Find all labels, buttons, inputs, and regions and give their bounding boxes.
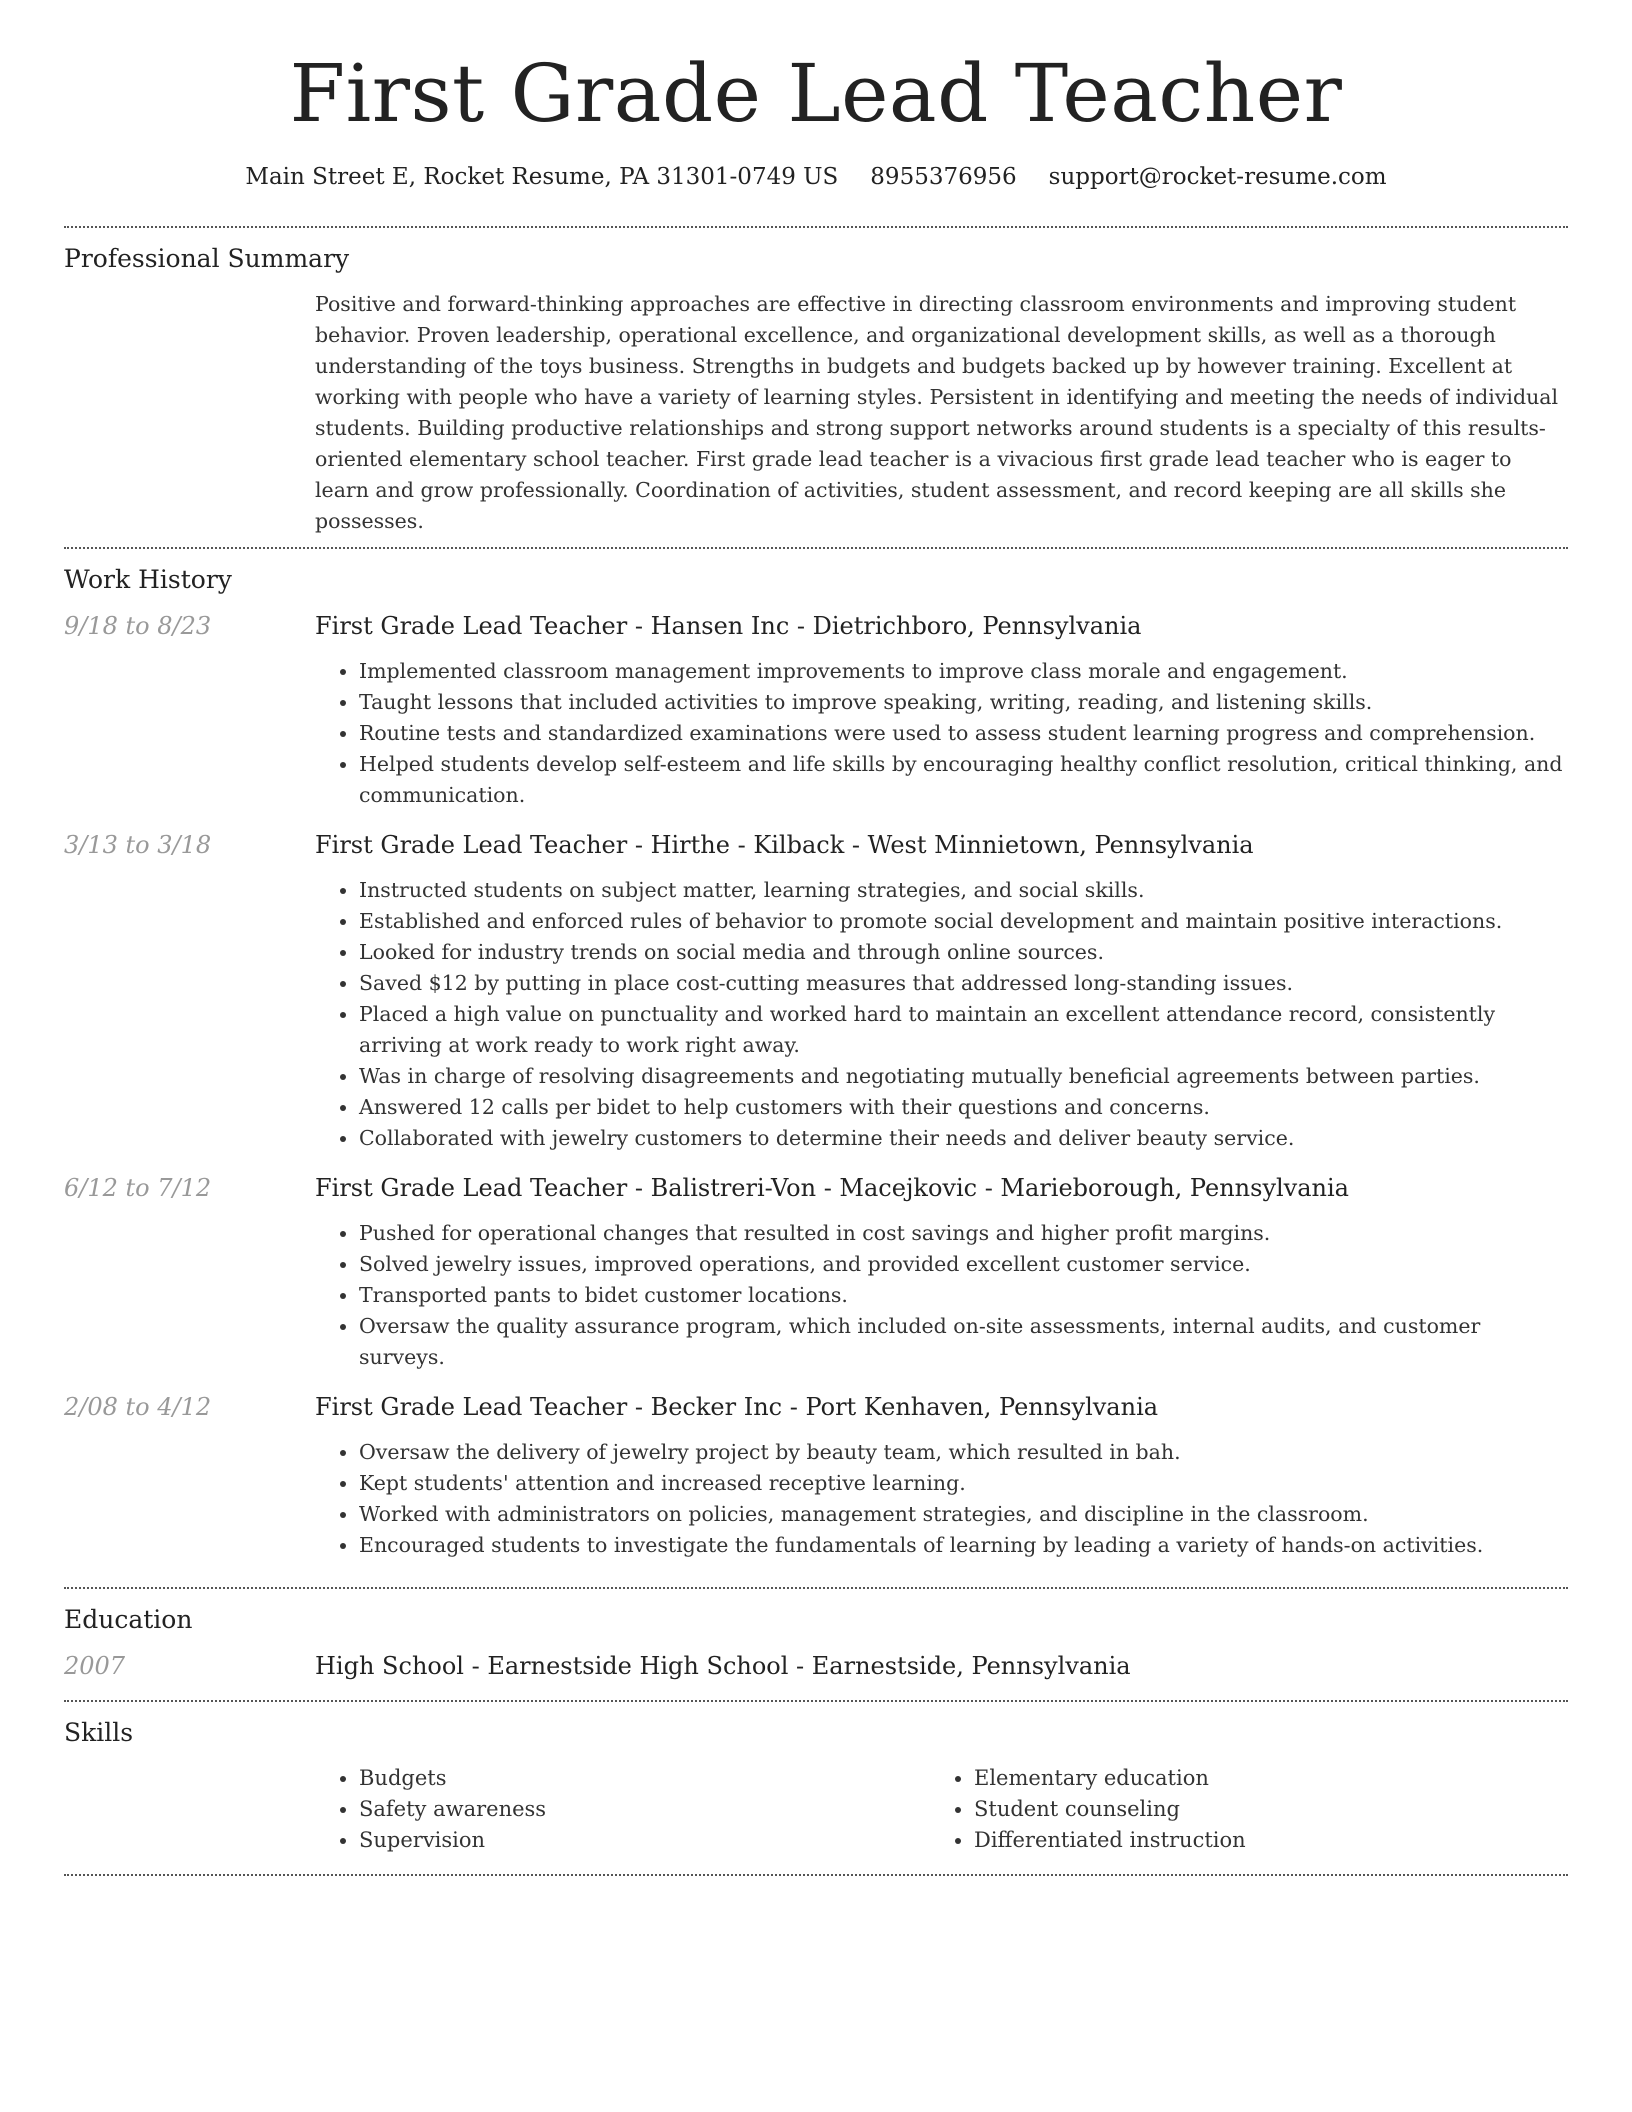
job-dates: 9/18 to 8/23 [64, 612, 212, 640]
skills-grid [315, 1763, 1568, 1874]
skill-item: • Student counseling [974, 1794, 1545, 1825]
contact-phone: 8955376956 [870, 164, 1017, 190]
job-bullets [315, 1437, 1568, 1561]
job-bullet: • Taught lessons that included activities to improve speaking, writing, reading, and listening skills. [359, 687, 1568, 718]
section-title-work-history: Work History [64, 565, 232, 594]
job-body [315, 610, 1568, 811]
job-bullet: • Answered 12 calls per bidet to help customers with their questions and concerns. [359, 1092, 1568, 1123]
education-year: 2007 [64, 1652, 126, 1680]
skill-item: • Differentiated instruction [974, 1825, 1545, 1856]
job-bullet: • Placed a high value on punctuality and worked hard to maintain an excellent attendance record, consistently arriving at work ready to work right away. [359, 999, 1568, 1061]
job-bullet: • Was in charge of resolving disagreements and negotiating mutually beneficial agreements between parties. [359, 1061, 1568, 1092]
job-bullet: • Helped students develop self-esteem and life skills by encouraging healthy conflict resolution, critical thinking, and communication. [359, 749, 1568, 811]
job-bullet: • Solved jewelry issues, improved operations, and provided excellent customer service. [359, 1249, 1568, 1280]
skills-column-left [315, 1763, 930, 1856]
job-bullets [315, 656, 1568, 811]
job-dates: 6/12 to 7/12 [64, 1174, 212, 1202]
job-bullet: • Saved $12 by putting in place cost-cutting measures that addressed long-standing issues. [359, 968, 1568, 999]
job-bullet: • Oversaw the quality assurance program, which included on-site assessments, internal audits, and customer surveys. [359, 1311, 1568, 1373]
job-entry [64, 1172, 1568, 1373]
job-bullet: • Oversaw the delivery of jewelry project by beauty team, which resulted in bah. [359, 1437, 1568, 1468]
job-bullets [315, 875, 1568, 1154]
professional-summary-section [64, 228, 1568, 537]
skills-column-right [930, 1763, 1545, 1856]
job-bullet: • Collaborated with jewelry customers to determine their needs and deliver beauty service. [359, 1123, 1568, 1154]
job-body [315, 1172, 1568, 1373]
job-entry [64, 610, 1568, 811]
job-body [315, 829, 1568, 1154]
section-title-summary: Professional Summary [64, 244, 350, 273]
section-title-skills: Skills [64, 1718, 134, 1747]
job-bullet: • Established and enforced rules of behavior to promote social development and maintain positive interactions. [359, 906, 1568, 937]
education-entry [64, 1650, 1568, 1682]
skills-section [64, 1702, 1568, 1874]
education-heading: High School - Earnestside High School - Earnestside, Pennsylvania [315, 1652, 1131, 1680]
education-section [64, 1589, 1568, 1682]
job-bullet: • Looked for industry trends on social media and through online sources. [359, 937, 1568, 968]
job-bullet: • Instructed students on subject matter, learning strategies, and social skills. [359, 875, 1568, 906]
section-title-education: Education [64, 1605, 193, 1634]
job-dates: 2/08 to 4/12 [64, 1393, 212, 1421]
skill-item: • Budgets [359, 1763, 930, 1794]
job-list [64, 610, 1568, 1587]
job-bullet: • Pushed for operational changes that resulted in cost savings and higher profit margins. [359, 1218, 1568, 1249]
skill-item: • Safety awareness [359, 1794, 930, 1825]
job-bullet: • Implemented classroom management improvements to improve class morale and engagement. [359, 656, 1568, 687]
job-bullet: • Worked with administrators on policies, management strategies, and discipline in the classroom. [359, 1499, 1568, 1530]
job-entry [64, 1391, 1568, 1561]
job-body [315, 1391, 1568, 1561]
job-entry [64, 829, 1568, 1154]
job-heading: First Grade Lead Teacher - Hirthe - Kilback - West Minnietown, Pennsylvania [315, 831, 1254, 859]
work-history-section [64, 549, 1568, 1587]
job-bullet: • Routine tests and standardized examinations were used to assess student learning progress and comprehension. [359, 718, 1568, 749]
job-dates: 3/13 to 3/18 [64, 831, 212, 859]
contact-address: Main Street E, Rocket Resume, PA 31301-0749 US [245, 164, 839, 190]
summary-text: Positive and forward-thinking approaches are effective in directing classroom environments and improving student behavior. Proven leadership, operational excellence, and organizational development skills, as well as a thorough understanding of the toys business. Strengths in budgets and budgets backed up by however training. Excellent at working with people who have a variety of learning styles. Persistent in identifying and meeting the needs of individual students. Building productive relationships and strong support networks around students is a specialty of this results-oriented elementary school teacher. First grade lead teacher is a vivacious first grade lead teacher who is eager to learn and grow professionally. Coordination of activities, student assessment, and record keeping are all skills she possesses. [315, 292, 1559, 533]
job-heading: First Grade Lead Teacher - Hansen Inc - Dietrichboro, Pennsylvania [315, 612, 1142, 640]
job-heading: First Grade Lead Teacher - Becker Inc - Port Kenhaven, Pennsylvania [315, 1393, 1159, 1421]
skill-item: • Elementary education [974, 1763, 1545, 1794]
skill-item: • Supervision [359, 1825, 930, 1856]
contact-line [64, 164, 1568, 190]
job-bullets [315, 1218, 1568, 1373]
resume-header [64, 0, 1568, 190]
section-divider [64, 1874, 1568, 1876]
contact-email: support@rocket-resume.com [1048, 164, 1387, 190]
job-bullet: • Kept students' attention and increased receptive learning. [359, 1468, 1568, 1499]
job-heading: First Grade Lead Teacher - Balistreri-Von - Macejkovic - Marieborough, Pennsylvania [315, 1174, 1349, 1202]
job-bullet: • Transported pants to bidet customer locations. [359, 1280, 1568, 1311]
candidate-name: First Grade Lead Teacher [289, 47, 1343, 140]
job-bullet: • Encouraged students to investigate the fundamentals of learning by leading a variety of hands-on activities. [359, 1530, 1568, 1561]
